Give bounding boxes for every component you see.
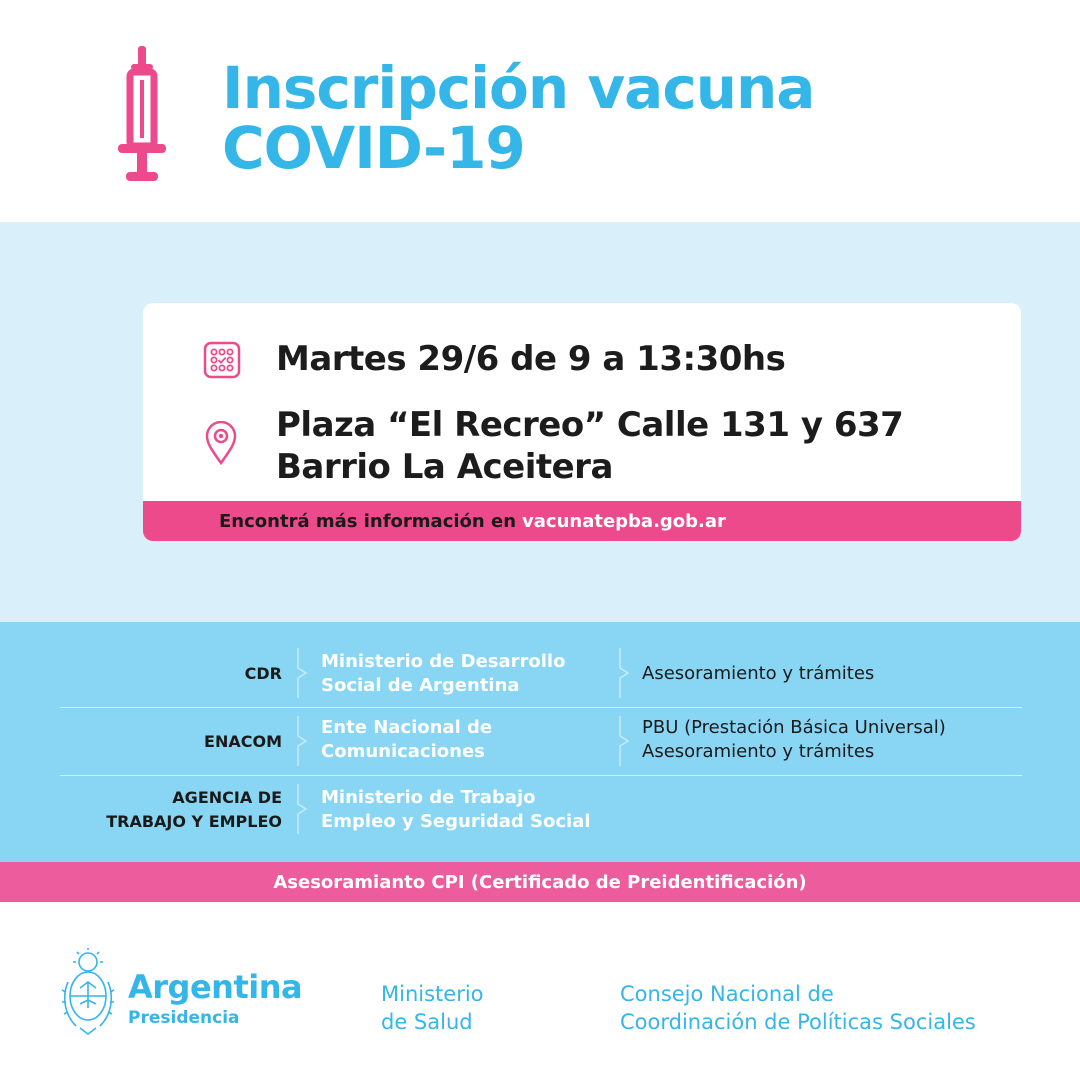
- table-row: [60, 640, 1022, 708]
- org-line-2: Comunicaciones: [321, 741, 485, 762]
- org-line-1: Ministerio de Desarrollo: [321, 651, 566, 672]
- org-line-2: Social de Argentina: [321, 675, 520, 696]
- service-organization: [321, 650, 565, 698]
- service-code-line: TRABAJO Y EMPLEO: [106, 812, 282, 831]
- ministerio-line-2: de Salud: [381, 1010, 473, 1034]
- table-row: [60, 708, 1022, 776]
- service-organization: [321, 716, 492, 764]
- ministerio-salud-logo: [381, 980, 484, 1036]
- title-line-2: COVID-19: [222, 114, 525, 182]
- chevron-right-icon: [618, 716, 630, 766]
- chevron-right-icon: [296, 784, 308, 834]
- event-date-time: Martes 29/6 de 9 a 13:30hs: [276, 339, 786, 379]
- service-code: [245, 662, 282, 686]
- desc-line-1: PBU (Prestación Básica Universal): [642, 717, 946, 738]
- event-place-line-2: Barrio La Aceitera: [276, 447, 613, 487]
- event-place-line-1: Plaza “El Recreo” Calle 131 y 637: [276, 405, 904, 445]
- ministerio-line-1: Ministerio: [381, 982, 484, 1006]
- consejo-line-2: Coordinación de Políticas Sociales: [620, 1010, 976, 1034]
- info-link[interactable]: vacunatepba.gob.ar: [522, 510, 726, 532]
- argentina-logo-text: Argentina: [128, 968, 303, 1006]
- cpi-note: Asesoramianto CPI (Certificado de Preidentificación): [0, 862, 1080, 902]
- consejo-line-1: Consejo Nacional de: [620, 982, 834, 1006]
- services-table: [0, 622, 1080, 862]
- table-row: [60, 776, 1022, 844]
- org-line-2: Empleo y Seguridad Social: [321, 811, 591, 832]
- service-code-line: CDR: [244, 664, 282, 683]
- service-description: [642, 662, 874, 686]
- chevron-right-icon: [296, 648, 308, 698]
- service-code: [204, 730, 282, 754]
- desc-line-2: Asesoramiento y trámites: [642, 741, 875, 762]
- presidencia-text: Presidencia: [128, 1008, 240, 1028]
- calendar-icon: [203, 341, 241, 379]
- page-title: [222, 54, 815, 182]
- info-bar: [143, 501, 1021, 541]
- service-organization: [321, 786, 591, 834]
- title-line-1: Inscripción vacuna: [222, 54, 815, 122]
- desc-line-1: Asesoramiento y trámites: [642, 663, 875, 684]
- service-code-line: AGENCIA DE: [172, 788, 282, 807]
- argentina-coat-of-arms-icon: [60, 948, 116, 1038]
- info-lead-text: Encontrá más información en: [219, 510, 517, 532]
- service-description: [642, 716, 946, 764]
- header: [0, 0, 1080, 222]
- org-line-1: Ente Nacional de: [321, 717, 493, 738]
- chevron-right-icon: [618, 648, 630, 698]
- syringe-icon: [116, 46, 168, 186]
- org-line-1: Ministerio de Trabajo: [321, 787, 536, 808]
- footer-logos: [0, 902, 1080, 1080]
- location-pin-icon: [205, 421, 237, 465]
- event-card: [143, 303, 1021, 541]
- chevron-right-icon: [296, 716, 308, 766]
- service-code: [106, 786, 282, 834]
- service-code-line: ENACOM: [204, 732, 282, 751]
- consejo-nacional-logo: [620, 980, 976, 1036]
